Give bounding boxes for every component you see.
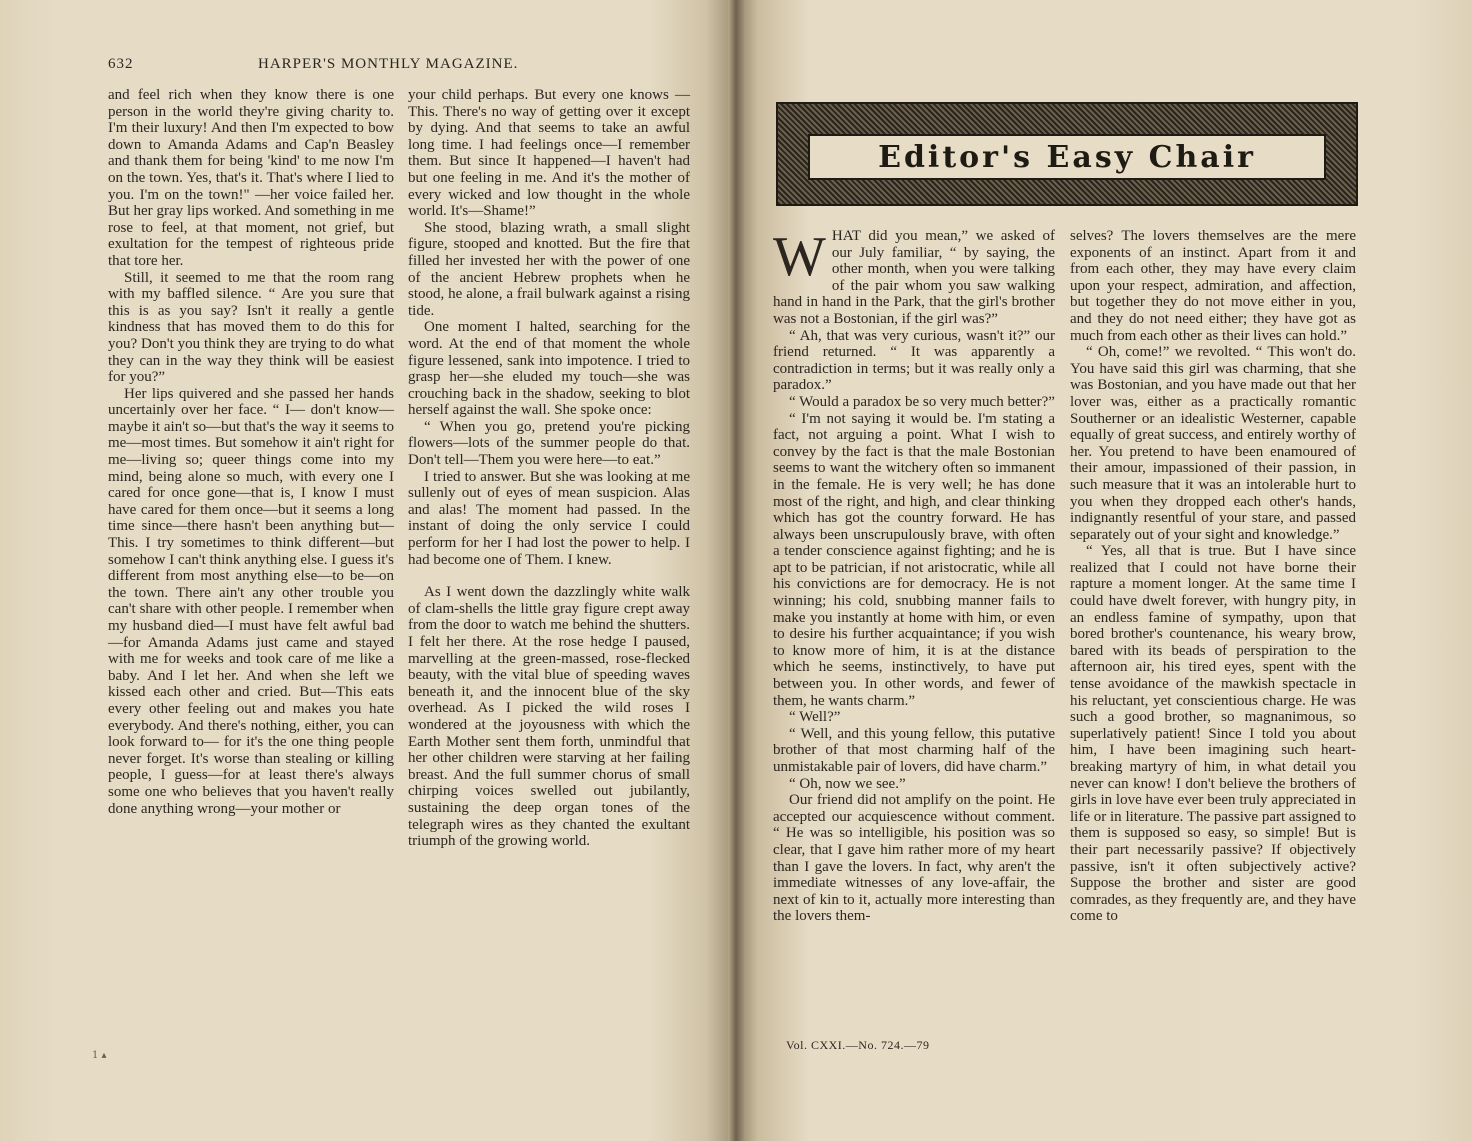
opening-text: HAT did you mean,” we asked of our July familiar, “ by saying, the other month, when you were talking of the pair whom you saw walking hand in hand in the Park, that the girl's brother was not a Bostonian, if the girl was?” [773,228,1055,327]
opening-paragraph [773,228,1055,328]
paragraph: Our friend did not amplify on the point. He accepted our acquiescence without comment. “ He was so intelligible, his position was so clear, that I gave him rather more of my heart than I gave the lovers. In fact, why aren't the immediate witnesses of any love-affair, the next of kin to it, actually more interesting than the lovers them- [773,792,1055,925]
paragraph: “ I'm not saying it would be. I'm stating a fact, not arguing a point. What I wish to convey by the fact is that the male Bostonian seems to want the witchery often so immanent in the female. He is very well; he has done most of the right, and high, and clear thinking which has got the country forward. He has always been unscrupulously brave, with often a tender conscience against fighting; and he is apt to be patrician, if not aristocratic, while all his convictions are for democracy. He is not winning; his cold, snubbing manner fails to make you instantly at home with him, or even to desire his further acquaintance; if you wish to know more of him, it is at the distance which he seems, instinctively, to have put between you. In other words, and fewer of them, he wants charm.” [773,410,1055,709]
paragraph: selves? The lovers themselves are the mere exponents of an instinct. Apart from it and from each other, they may have every claim upon your respect, admiration, and affection, but together they do not move either in you, and they do not need either; they have got as much from each other as their lives can hold.” [1070,228,1356,344]
paragraph: One moment I halted, searching for the word. At the end of that moment the whole figure lessened, sank into impotence. I tried to grasp her—she eluded my touch—she was crouching back in the shadow, seeking to blot herself against the wall. She spoke once: [408,319,690,419]
paragraph: Still, it seemed to me that the room rang with my baffled silence. “ Are you sure that this is as you say? Isn't it really a gentle kindness that has moved them to do this for you? Don't you think they are trying to do what they can in the way they think will be easiest for you?” [108,269,394,386]
left-column-2 [408,87,690,850]
paragraph: “ Ah, that was very curious, wasn't it?” our friend returned. “ It was apparently a contradiction in terms; but it was really only a paradox.” [773,327,1055,394]
drop-cap: W [773,226,826,288]
volume-signature: Vol. CXXI.—No. 724.—79 [786,1038,930,1052]
paragraph: “ When you go, pretend you're picking flowers—lots of the summer people do that. Don't tell—Them you were here—to eat.” [408,418,690,469]
paragraph: Her lips quivered and she passed her hands uncertainly over her face. “ I— don't know—maybe it ain't so—but that's the way it seems to me—most times. But somehow it ain't right for me—living so; queer things come into my mind, being alone so much, with every one I cared for once gone—that is, I know I must have cared for them once—but it seems a long time since—there hasn't been anything but—This. I try sometimes to think different—but somehow I can't think anything else. I guess it's different from most anything else—to be—on the town. There ain't any other trouble you can't share with other people. I remember when my husband died—I must have felt awful bad—for Amanda Adams just came and stayed with me for weeks and took care of me like a baby. And I let her. And when she left we kissed each other and cried. But—This eats every other feeling out and makes you hate everybody. And there's nothing, either, you can look forward to— for it's the one thing people never forget. It's worse than stealing or killing people, I guess—for at least there's always some one who believes that you haven't really done anything wrong—your mother or [108,385,394,817]
right-column-2 [1070,228,1356,925]
paragraph: and feel rich when they know there is one person in the world they're giving charity to. I'm their luxury! And then I'm expected to bow down to Amanda Adams and Cap'n Beasley and thank them for being 'kind' to me now I'm on the town. Yes, that's it. That's where I lied to you. I'm on the town!" —her voice failed her. But her gray lips worked. And something in me rose to feel, at that moment, not grief, but exultation for the tempest of righteous pride that tore her. [108,87,394,269]
paragraph: She stood, blazing wrath, a small slight figure, stooped and knotted. But the fire that filled her invested her with the power of one of the ancient Hebrew prophets when he stood, he alone, a frail bulwark against a rising tide. [408,219,690,319]
paragraph: “ Would a paradox be so very much better?” [789,393,1055,410]
paragraph: “ Well?” [789,709,841,726]
book-gutter [728,0,744,1141]
banner-panel [808,134,1326,180]
paragraph: “ Well, and this young fellow, this putative brother of that most charming half of the unmistakable pair of lovers, did have charm.” [773,725,1055,775]
paragraph: “ Oh, come!” we revolted. “ This won't do. You have said this girl was charming, that she was Bostonian, and you have made out that her lover was, either as a practically romantic Southerner or an idealistic Westerner, capable equally of great success, and entirely worthy of her. You pretend to have been enamoured of their amour, impassioned of their passion, in such measure that it was an intolerable hurt to you when they dropped each other's hands, indignantly resentful of your stare, and passed separately out of your sight and knowledge.” [1070,344,1356,543]
running-head [108,56,698,73]
paragraph: your child perhaps. But every one knows —This. There's no way of getting over it except by dying. And that seems to take an awful long time. I had feelings once—I remember them. But since It happened—I haven't had but one feeling in me. And it's the mother of every wicked and low thought in the whole world. It's—Shame!” [408,87,690,220]
margin-mark: 1 ▴ [92,1050,107,1061]
paragraph: “ Oh, now we see.” [789,775,906,792]
paragraph: I tried to answer. But she was looking at me sullenly out of eyes of mean suspicion. Alas and alas! The moment had passed. In the instant of doing the only service I could perform for her I had lost the power to help. I had become one of Them. I knew. [408,468,690,568]
paragraph: “ Yes, all that is true. But I have since realized that I could not have borne their rapture a moment longer. At the same time I could have dwelt forever, with hungry pity, in an endless famine of sympathy, upon that bored brother's countenance, his weary brow, bared with its beads of perspiration to the afternoon air, his tired eyes, spent with the tense avoidance of the mawkish spectacle in his reluctant, yet conscientious charge. He was such a good brother, so magnanimous, so superlatively patient! Since I told you about him, I have been imagining such heart-breaking martyry of him, in what detail you never can know! I don't believe the brothers of girls in love have ever been truly appreciated in life or in literature. The passive part assigned to them is supposed so easy, so simple! But is their part necessarily passive? If objectively passive, isn't it often subjectively active? Suppose the brother and sister are good comrades, as they frequently are, and they have come to [1070,543,1356,925]
page-number: 632 [108,56,134,72]
magazine-title: HARPER'S MONTHLY MAGAZINE. [258,56,519,72]
right-column-1 [773,228,1055,925]
banner-title: Editor's Easy Chair [878,139,1256,175]
paragraph: As I went down the dazzlingly white walk of clam-shells the little gray figure crept away from the door to watch me behind the shutters. I felt her there. At the rose hedge I paused, marvelling at the green-massed, rose-flecked beauty, with the vital blue of speeding waves beneath it, and the innocent blue of the sky overhead. As I picked the wild roses I wondered at the joyousness with which the Earth Mother sent them forth, unmindful that her other children were starving at her failing breast. And the full summer chorus of small chirping voices swelled out jubilantly, sustaining the deep organ tones of the telegraph wires as they chanted the exultant triumph of the growing world. [408,584,690,850]
editors-easy-chair-banner [776,102,1358,206]
left-column-1 [108,87,394,817]
